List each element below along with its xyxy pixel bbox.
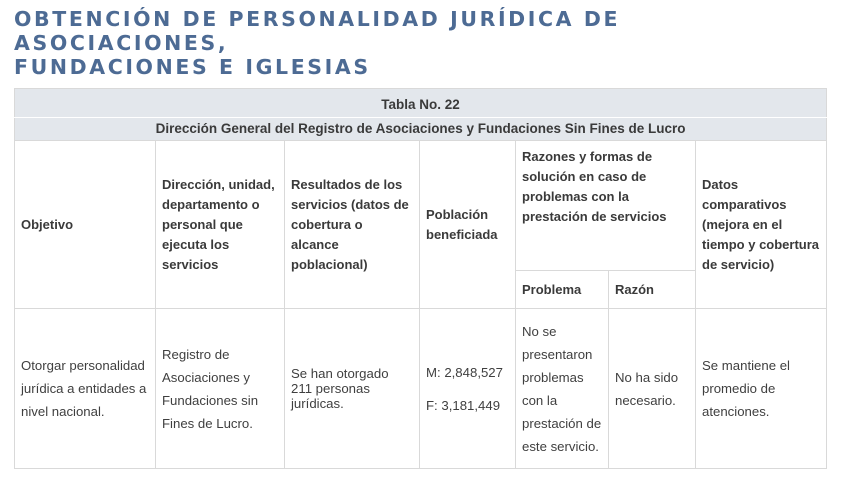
header-resultados: Resultados de los servicios (datos de cobertura o alcance poblacional) [285, 141, 420, 309]
table-caption-number: Tabla No. 22 [15, 89, 827, 118]
header-direccion: Dirección, unidad, departamento o personal que ejecuta los servicios [156, 141, 285, 309]
cell-resultados: Se han otorgado 211 personas jurídicas. [285, 309, 420, 469]
page-title-line-2: FUNDACIONES E IGLESIAS [14, 55, 371, 79]
page-title-line-1: OBTENCIÓN DE PERSONALIDAD JURÍDICA DE ASOCIACIONES, [14, 7, 621, 55]
cell-objetivo: Otorgar personalidad jurídica a entidades a nivel nacional. [15, 309, 156, 469]
cell-datos: Se mantiene el promedio de atenciones. [696, 309, 827, 469]
table-caption-title: Dirección General del Registro de Asociaciones y Fundaciones Sin Fines de Lucro [15, 118, 827, 141]
cell-poblacion [420, 309, 516, 469]
page-title [14, 7, 839, 79]
header-objetivo: Objetivo [15, 141, 156, 309]
header-poblacion: Población beneficiada [420, 141, 516, 309]
services-table [14, 88, 827, 469]
poblacion-m: M: 2,848,527 [426, 364, 503, 380]
header-razon: Razón [609, 271, 696, 309]
header-razones: Razones y formas de solución en caso de problemas con la prestación de servicios [516, 141, 696, 271]
poblacion-f: F: 3,181,449 [426, 397, 501, 413]
header-problema: Problema [516, 271, 609, 309]
cell-razon: No ha sido necesario. [609, 309, 696, 469]
table-row [15, 309, 827, 469]
cell-problema: No se presentaron problemas con la prestación de este servicio. [516, 309, 609, 469]
header-datos: Datos comparativos (mejora en el tiempo y cobertura de servicio) [696, 141, 827, 309]
cell-direccion: Registro de Asociaciones y Fundaciones sin Fines de Lucro. [156, 309, 285, 469]
